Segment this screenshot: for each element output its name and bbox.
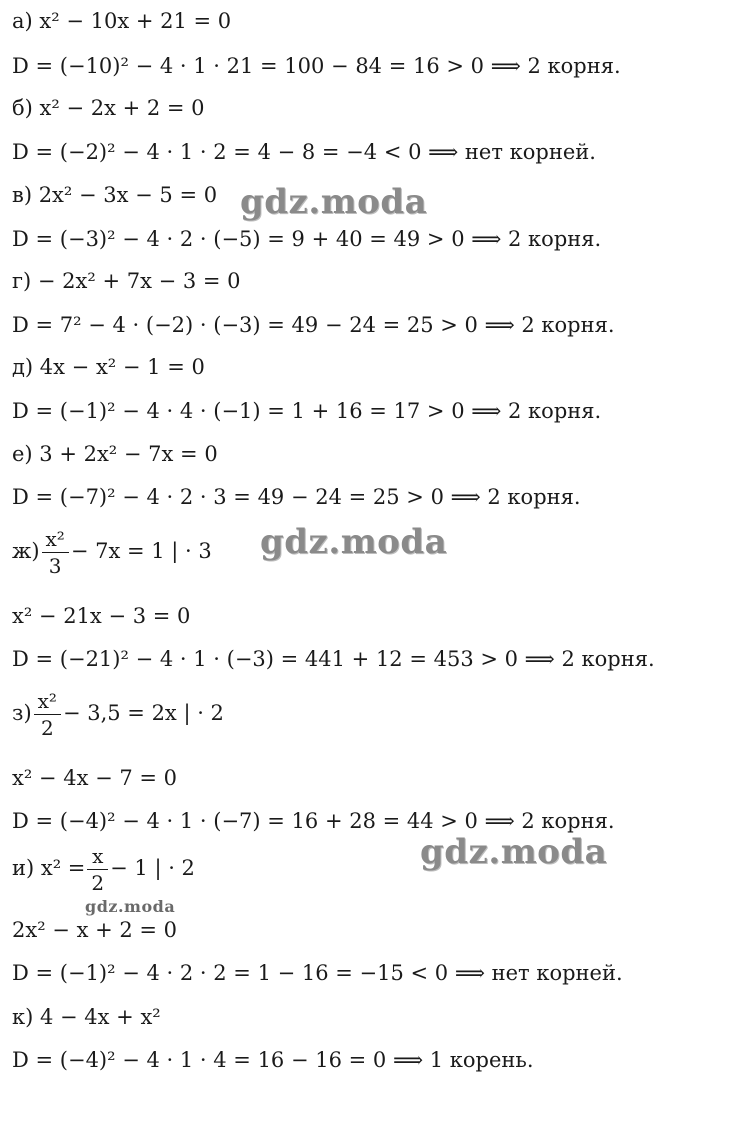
line-g-discriminant: D = 7² − 4 · (−2) · (−3) = 49 − 24 = 25 > 0 ⟹ 2 корня. [12, 313, 615, 337]
line-v-equation: в) 2x² − 3x − 5 = 0 [12, 183, 218, 207]
line-v-discriminant: D = (−3)² − 4 · 2 · (−5) = 9 + 40 = 49 > 0 ⟹ 2 корня. [12, 227, 602, 251]
line-zh-equation-2: x² − 21x − 3 = 0 [12, 604, 191, 628]
line-zh-discriminant: D = (−21)² − 4 · 1 · (−3) = 441 + 12 = 453 > 0 ⟹ 2 корня. [12, 647, 655, 671]
z-denominator: 2 [34, 714, 61, 741]
line-zh-equation [12, 526, 212, 579]
z-numerator: x² [37, 689, 57, 713]
zh-fraction [42, 526, 69, 579]
watermark: gdz.moda [420, 832, 608, 872]
z-label: з) [12, 701, 32, 725]
watermark: gdz.moda [260, 522, 448, 562]
z-rest: − 3,5 = 2x | · 2 [62, 701, 224, 725]
line-b-equation: б) x² − 2x + 2 = 0 [12, 96, 205, 120]
line-k-discriminant: D = (−4)² − 4 · 1 · 4 = 16 − 16 = 0 ⟹ 1 корень. [12, 1048, 534, 1072]
zh-label: ж) [12, 539, 40, 563]
line-i-discriminant: D = (−1)² − 4 · 2 · 2 = 1 − 16 = −15 < 0 ⟹ нет корней. [12, 961, 623, 985]
line-k-equation: к) 4 − 4x + x² [12, 1005, 161, 1029]
z-fraction [34, 688, 61, 741]
line-i-equation-2: 2x² − x + 2 = 0 [12, 918, 178, 942]
i-label: и) x² = [12, 856, 86, 880]
line-d-discriminant: D = (−1)² − 4 · 4 · (−1) = 1 + 16 = 17 > 0 ⟹ 2 корня. [12, 399, 602, 423]
line-a-discriminant: D = (−10)² − 4 · 1 · 21 = 100 − 84 = 16 > 0 ⟹ 2 корня. [12, 54, 621, 78]
i-numerator: x [92, 844, 104, 868]
zh-rest: − 7x = 1 | · 3 [70, 539, 212, 563]
line-d-equation: д) 4x − x² − 1 = 0 [12, 355, 205, 379]
line-e-equation: е) 3 + 2x² − 7x = 0 [12, 442, 218, 466]
line-z-equation [12, 688, 224, 741]
line-z-equation-2: x² − 4x − 7 = 0 [12, 766, 178, 790]
line-b-discriminant: D = (−2)² − 4 · 1 · 2 = 4 − 8 = −4 < 0 ⟹ нет корней. [12, 140, 596, 164]
i-denominator: 2 [87, 869, 108, 896]
zh-denominator: 3 [42, 552, 69, 579]
line-i-equation [12, 843, 195, 896]
i-fraction [87, 843, 108, 896]
line-a-equation: а) x² − 10x + 21 = 0 [12, 9, 232, 33]
zh-numerator: x² [45, 527, 65, 551]
line-e-discriminant: D = (−7)² − 4 · 2 · 3 = 49 − 24 = 25 > 0 ⟹ 2 корня. [12, 485, 581, 509]
i-rest: − 1 | · 2 [110, 856, 195, 880]
line-z-discriminant: D = (−4)² − 4 · 1 · (−7) = 16 + 28 = 44 > 0 ⟹ 2 корня. [12, 809, 615, 833]
watermark: gdz.moda [240, 182, 428, 222]
watermark: gdz.moda [85, 897, 176, 916]
line-g-equation: г) − 2x² + 7x − 3 = 0 [12, 269, 241, 293]
